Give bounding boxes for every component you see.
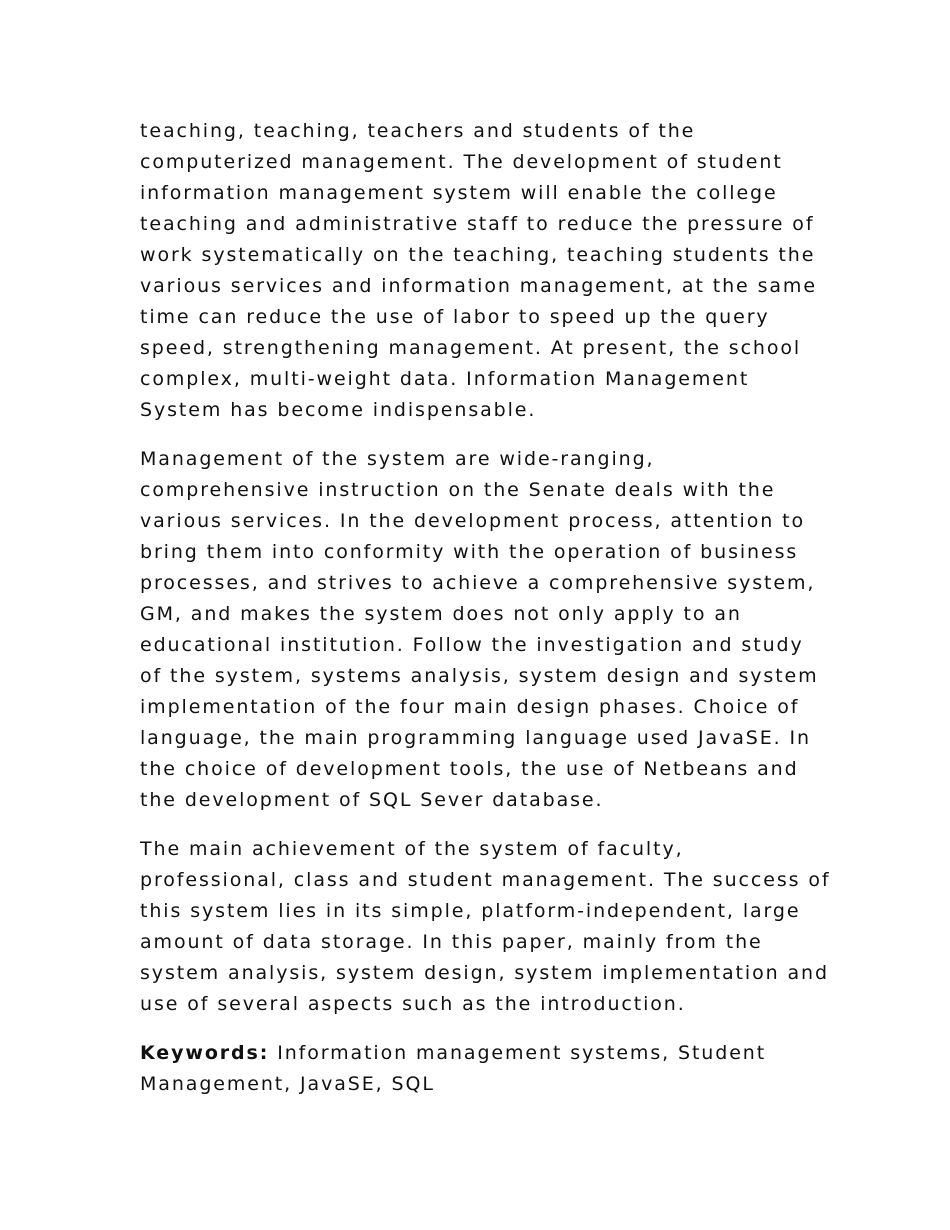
text-line: educational institution. Follow the investigation and study: [140, 634, 804, 656]
keywords-line: [140, 1038, 820, 1069]
text-line: language, the main programming language used JavaSE. In: [140, 727, 811, 749]
text-line: complex, multi-weight data. Information Management: [140, 368, 750, 390]
document-body: [140, 116, 831, 1118]
text-line: various services. In the development process, attention to: [140, 510, 805, 532]
text-line: the development of SQL Sever database.: [140, 789, 604, 811]
text-line: various services and information management, at the same: [140, 275, 817, 297]
text-line: computerized management. The development of student: [140, 151, 783, 173]
paragraph-1: [140, 116, 820, 426]
text-line: use of several aspects such as the introduction.: [140, 993, 686, 1015]
paragraph-3: [140, 834, 831, 1020]
text-line: implementation of the four main design phases. Choice of: [140, 696, 800, 718]
text-line: processes, and strives to achieve a comprehensive system,: [140, 572, 816, 594]
text-line: teaching, teaching, teachers and students of the: [140, 120, 696, 142]
text-line: amount of data storage. In this paper, mainly from the: [140, 931, 763, 953]
text-line: work systematically on the teaching, teaching students the: [140, 244, 816, 266]
keywords-line-2: Management, JavaSE, SQL: [140, 1073, 435, 1095]
text-line: System has become indispensable.: [140, 399, 537, 421]
text-line: bring them into conformity with the operation of business: [140, 541, 799, 563]
keywords-paragraph: [140, 1038, 820, 1100]
keywords-text: Information management systems, Student: [269, 1042, 767, 1064]
text-line: The main achievement of the system of faculty,: [140, 838, 684, 860]
text-line: the choice of development tools, the use of Netbeans and: [140, 758, 799, 780]
text-line: system analysis, system design, system implementation and: [140, 962, 829, 984]
text-line: professional, class and student management. The success of: [140, 869, 831, 891]
keywords-label: Keywords:: [140, 1042, 270, 1064]
text-line: this system lies in its simple, platform-independent, large: [140, 900, 801, 922]
text-line: information management system will enable the college: [140, 182, 778, 204]
text-line: GM, and makes the system does not only apply to an: [140, 603, 742, 625]
text-line: of the system, systems analysis, system design and system: [140, 665, 819, 687]
text-line: speed, strengthening management. At present, the school: [140, 337, 802, 359]
text-line: comprehensive instruction on the Senate deals with the: [140, 479, 776, 501]
text-line: Management of the system are wide-ranging,: [140, 448, 655, 470]
text-line: teaching and administrative staff to reduce the pressure of: [140, 213, 815, 235]
paragraph-2: [140, 444, 820, 816]
text-line: time can reduce the use of labor to speed up the query: [140, 306, 770, 328]
